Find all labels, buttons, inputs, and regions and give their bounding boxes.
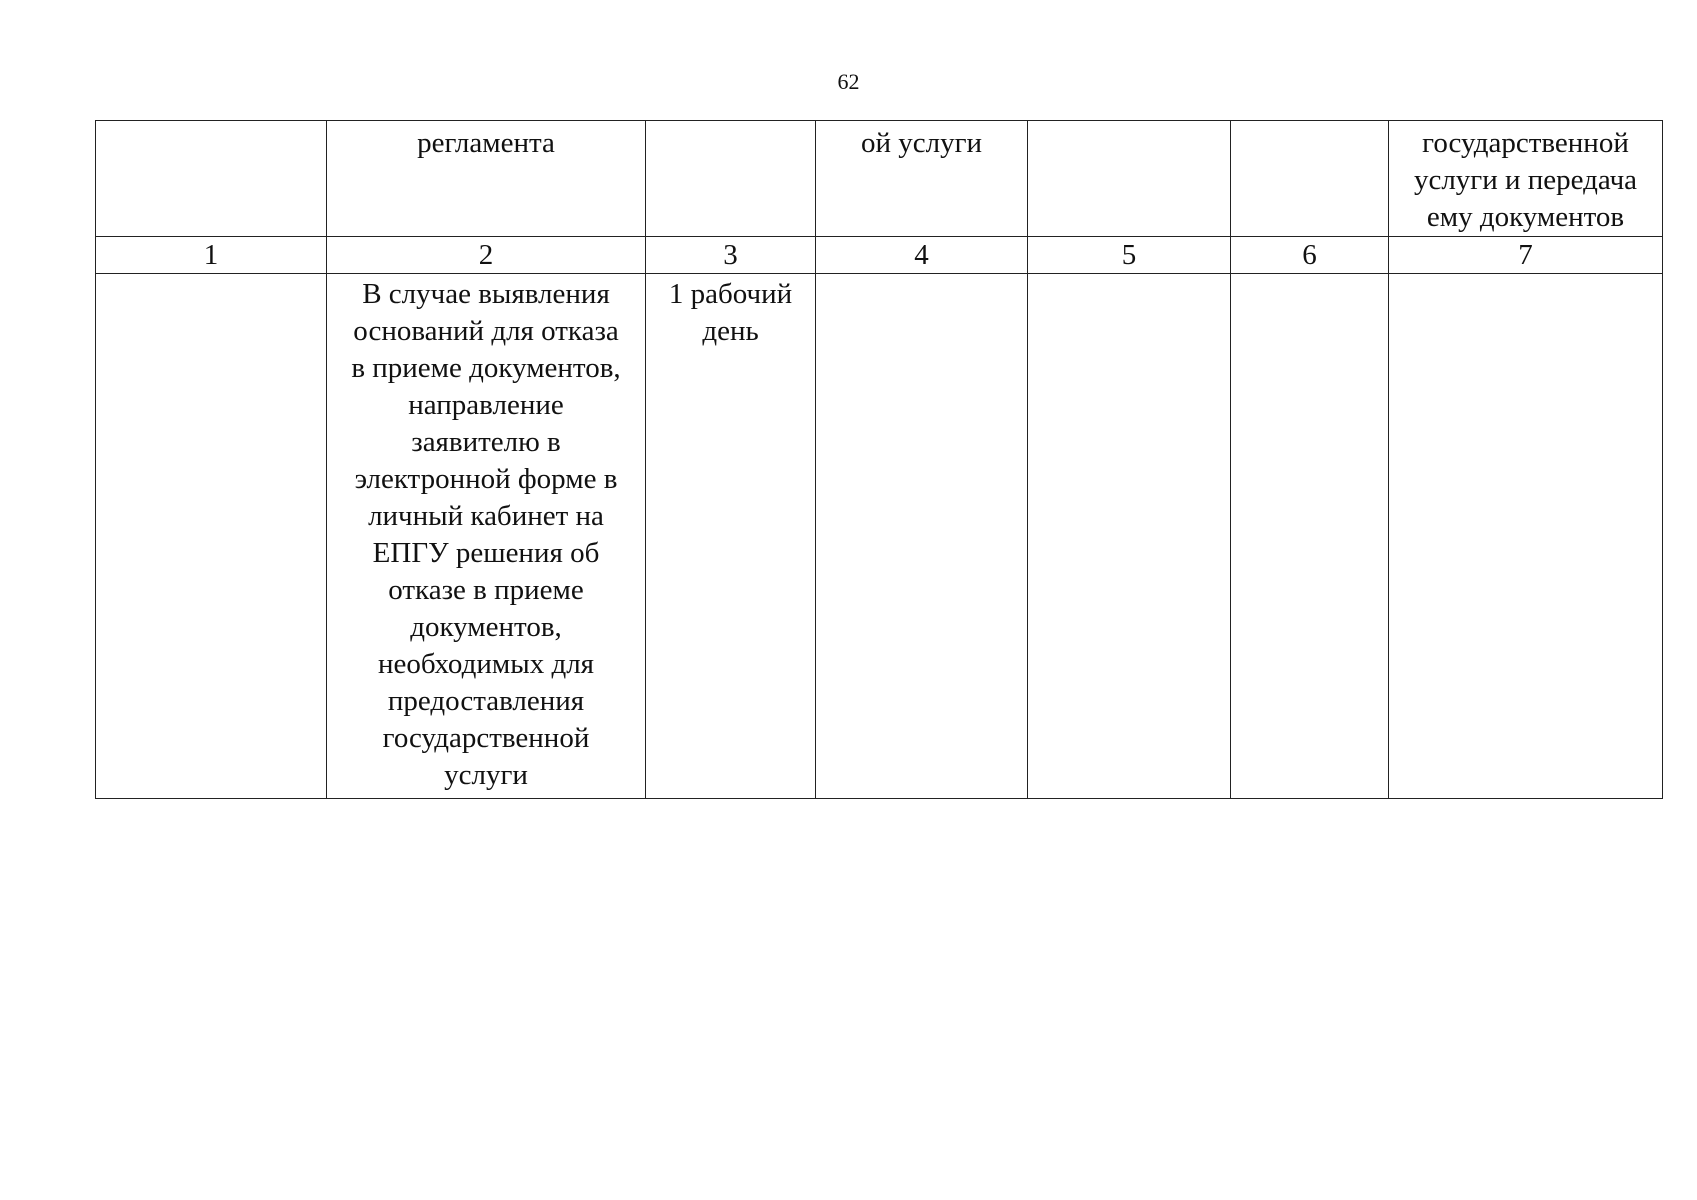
table-cell-5 [1028, 274, 1231, 799]
header-cell-1 [96, 121, 327, 237]
table-cell-duration: 1 рабочий день [646, 274, 816, 799]
column-number-7: 7 [1389, 237, 1663, 274]
column-number-1: 1 [96, 237, 327, 274]
table-cell-action: В случае выявления оснований для отказа в приеме документов, направление заявителю в электронной форме в личный кабинет на ЕПГУ решения об отказе в приеме документов, необходимых для предоставления государственной услуги [327, 274, 646, 799]
table-cell-1 [96, 274, 327, 799]
header-cell-5 [1028, 121, 1231, 237]
header-cell-7: государственной услуги и передача ему документов [1389, 121, 1663, 237]
header-cell-4: ой услуги [816, 121, 1028, 237]
page-number: 62 [837, 69, 860, 94]
column-number-row [96, 237, 1663, 274]
table-cell-7 [1389, 274, 1663, 799]
header-cell-2: регламента [327, 121, 646, 237]
procedure-table [95, 120, 1663, 799]
column-number-6: 6 [1231, 237, 1389, 274]
header-cell-3 [646, 121, 816, 237]
table-row [96, 274, 1663, 799]
column-number-2: 2 [327, 237, 646, 274]
header-cell-6 [1231, 121, 1389, 237]
column-number-5: 5 [1028, 237, 1231, 274]
column-number-3: 3 [646, 237, 816, 274]
table-cell-4 [816, 274, 1028, 799]
column-number-4: 4 [816, 237, 1028, 274]
table-header-continuation-row [96, 121, 1663, 237]
table-cell-6 [1231, 274, 1389, 799]
